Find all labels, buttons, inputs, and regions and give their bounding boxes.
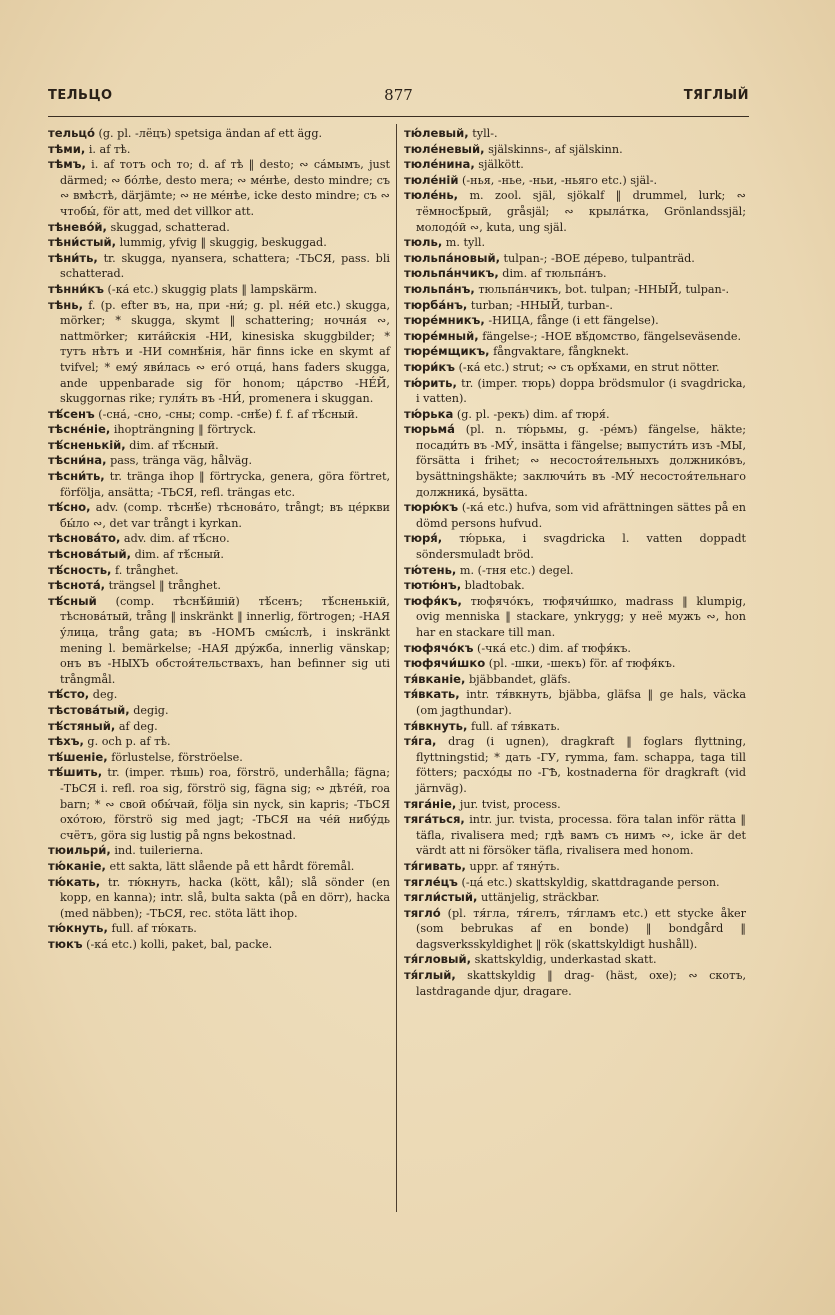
entry-headword: тѣнево́й,	[48, 219, 107, 234]
entry-headword: тюрю́къ	[404, 500, 459, 515]
entry-headword: тягли́стый,	[404, 890, 478, 905]
entry-definition: full. af тя́вкать.	[470, 719, 560, 733]
dictionary-entry	[404, 142, 746, 158]
dictionary-entry	[48, 921, 390, 937]
entry-definition: skattskyldig, underkastad skatt.	[474, 953, 657, 967]
dictionary-entry	[404, 656, 746, 672]
dictionary-entry	[404, 407, 746, 423]
page-number: 877	[384, 86, 413, 104]
dictionary-entry	[48, 875, 390, 922]
dictionary-entry	[404, 266, 746, 282]
entry-definition: bladtobak.	[464, 579, 525, 593]
entry-definition: fångvaktare, fångknekt.	[493, 345, 629, 359]
right-column	[404, 126, 746, 999]
dictionary-entry	[404, 797, 746, 813]
entry-definition: uttänjelig, sträckbar.	[481, 891, 600, 905]
entry-headword: тю́рить,	[404, 375, 457, 390]
entry-headword: тя́гловый,	[404, 952, 472, 967]
entry-definition: (-чка́ etc.) dim. af тюфя́къ.	[477, 641, 631, 655]
entry-headword: тѣсни́ть,	[48, 469, 105, 484]
dictionary-entry	[404, 890, 746, 906]
dictionary-entry	[48, 438, 390, 454]
dictionary-entry	[404, 734, 746, 796]
dictionary-entry	[404, 563, 746, 579]
dictionary-entry	[48, 703, 390, 719]
entry-definition: тю́рька, i svagdricka l. vatten doppadt söndersmuladt bröd.	[416, 532, 746, 562]
dictionary-entry	[404, 376, 746, 407]
entry-definition: тюфячо́къ, тюфячи́шко, madrass ‖ klumpig, ovig menniska ‖ stackare, ynkrygg; у неё мужъ ∾, hon har en stackare till man.	[416, 594, 746, 639]
entry-headword: тѣснова́тый,	[48, 547, 131, 562]
dictionary-entry	[48, 547, 390, 563]
dictionary-entry	[48, 469, 390, 500]
dictionary-entry	[48, 563, 390, 579]
entry-definition: fängelse-; -НОЕ вѣ́домство, fängelseväsende.	[482, 329, 742, 343]
entry-headword: тюльпа́нъ,	[404, 281, 475, 296]
entry-definition: skattskyldig ‖ drag- (häst, oxe); ∾ скотъ, lastdragande djur, dragare.	[416, 969, 746, 998]
entry-definition: tulpan-; -ВОЕ де́рево, tulpanträd.	[503, 251, 695, 265]
entry-definition: tr. (imper. тѣшь) roa, förströ, underhålla; fägna; -ТЬСЯ i. refl. roa sig, förströ sig, fägna sig; ∾ дѣте́й, roa barn; * ∾ свой обы́чай, följa sin nyck, sin kapris; -ТЬСЯ охо́тою, förströ sig med jagt; -ТЬСЯ на че́й нибу́дь счётъ, göra sig lustig på ngns bekostnad.	[60, 766, 390, 842]
entry-headword: тюле́нь,	[404, 188, 459, 203]
entry-headword: тѣсни́на,	[48, 453, 107, 468]
entry-headword: тюильри́,	[48, 843, 111, 858]
dictionary-entry	[48, 157, 390, 219]
dictionary-entry	[48, 578, 390, 594]
entry-headword: тельцо́	[48, 126, 95, 140]
dictionary-entry	[404, 251, 746, 267]
entry-definition: (-ка́ etc.) strut; ∾ съ орѣ́хами, en strut nötter.	[458, 360, 720, 374]
dictionary-entry	[48, 422, 390, 438]
entry-headword: тюль,	[404, 235, 443, 250]
entry-headword: тя́гивать,	[404, 858, 466, 873]
dictionary-entry	[404, 235, 746, 251]
entry-headword: тѣстова́тый,	[48, 702, 130, 717]
entry-definition: deg.	[92, 688, 118, 702]
dictionary-entry	[48, 765, 390, 843]
entry-headword: тюфя́къ,	[404, 593, 462, 608]
entry-headword: тѣ́сенъ	[48, 406, 95, 421]
entry-definition: i. af тотъ och то; d. af тѣ ‖ desto; ∾ са́мымъ, just därmed; ∾ бо́лѣе, desto mera; ∾ ме́нѣе, desto mindre; съ ∾ вмѣстѣ, därjämte; ∾ не ме́нѣе, icke desto mindre; съ ∾ чтобы́, för att, med det villkor att.	[60, 158, 390, 218]
dictionary-entry	[404, 906, 746, 953]
dictionary-entry	[404, 578, 746, 594]
entry-headword: тяга́ться,	[404, 812, 465, 827]
entry-headword: тюфячо́къ	[404, 640, 474, 655]
entry-headword: тѣ́сненькій,	[48, 437, 126, 452]
dictionary-entry	[404, 500, 746, 531]
entry-headword: тѣни́стый,	[48, 235, 116, 250]
dictionary-entry	[404, 968, 746, 999]
entry-definition: tr. тю́кнуть, hacka (kött, kål); slå sönder (en kopp, en kanna); intr. slå, bulta sakta (på en dörr), hacka (med näbben); -ТЬСЯ, rec. stöta lätt ihop.	[60, 875, 390, 920]
dictionary-entry	[48, 126, 390, 142]
dictionary-entry	[48, 687, 390, 703]
entry-definition: (comp. тѣснѣ́йшій) тѣ́сенъ; тѣ́сненькій, тѣснова́тый, trång ‖ inskränkt ‖ innerlig, förtrogen; -НАЯ у́лица, trång gata; въ -НОМЪ смы́слѣ, i inskränkt mening l. bemärkelse; -НАЯ дру́жба, innerlig vänskap; онъ въ -НЫХЪ обстоя́тельствахъ, han befinner sig uti trångmål.	[60, 594, 390, 686]
dictionary-entry	[48, 282, 390, 298]
dictionary-entry	[48, 251, 390, 282]
entry-definition: själskinns-, af själskinn.	[488, 142, 623, 156]
entry-definition: jur. tvist, process.	[459, 797, 561, 811]
entry-headword: тѣ́шеніе,	[48, 749, 108, 764]
entry-definition: tr. tränga ihop ‖ förtrycka, genera, göra förtret, förfölja, ansätta; -ТЬСЯ, refl. trängas etc.	[60, 470, 390, 499]
entry-headword: тюрба́нъ,	[404, 297, 468, 312]
entry-definition: pass, tränga väg, hålväg.	[110, 454, 253, 468]
entry-definition: (g. pl. -рекъ) dim. af тюря́.	[456, 407, 610, 421]
entry-headword: тягле́цъ	[404, 874, 458, 889]
dictionary-entry	[48, 407, 390, 423]
entry-definition: uppr. af тяну́ть.	[469, 859, 560, 873]
entry-headword: тя́вкать,	[404, 687, 460, 702]
dictionary-entry	[404, 329, 746, 345]
entry-headword: тѣ́шить,	[48, 765, 103, 780]
entry-definition: intr. jur. tvista, processa. föra talan inför rätta ‖ täfla, rivalisera med; гдѣ вамъ съ нимъ ∾, icke är det värdt att ni försöker täfla, rivalisera med honom.	[416, 813, 746, 858]
dictionary-entry	[404, 126, 746, 142]
entry-definition: тюльпа́нчикъ, bot. tulpan; -ННЫЙ, tulpan-.	[478, 282, 730, 296]
entry-definition: adv. (comp. тѣснѣ́е) тѣснова́то, trångt; въ це́ркви бы́ло ∾, det var trångt i kyrkan.	[60, 501, 390, 530]
entry-definition: -НИЦА, fånge (i ett fängelse).	[488, 314, 659, 328]
dictionary-entry	[404, 422, 746, 500]
entry-headword: тѣ́стяный,	[48, 718, 116, 733]
entry-definition: (g. pl. -лёцъ) spetsiga ändan af ett ägg.	[98, 127, 323, 140]
entry-definition: (-нья, -нье, -ньи, -ньяго etc.) själ-.	[462, 173, 658, 187]
entry-definition: af deg.	[118, 719, 158, 733]
dictionary-entry	[404, 344, 746, 360]
entry-definition: bjäbbandet, gläfs.	[469, 672, 571, 686]
entry-headword: тюре́мникъ,	[404, 313, 485, 328]
entry-headword: тѣснота́,	[48, 578, 106, 593]
entry-headword: тюри́къ	[404, 359, 455, 374]
entry-definition: (pl. тя́гла, тя́гелъ, тя́гламъ etc.) ett stycke åker (som bebrukas af en bonde) ‖ bondgård ‖ dagsverksskyldighet ‖ rök (skattskyldigt hushåll).	[416, 906, 746, 951]
entry-headword: тѣ́сность,	[48, 562, 112, 577]
dictionary-entry	[48, 220, 390, 236]
column-divider	[396, 124, 397, 1212]
entry-headword: тѣ́сный	[48, 593, 97, 608]
entry-headword: тю́тень,	[404, 562, 457, 577]
entry-definition: full. af тю́кать.	[111, 922, 197, 936]
dictionary-entry	[48, 594, 390, 688]
dictionary-entry	[404, 672, 746, 688]
entry-definition: lummig, yfvig ‖ skuggig, beskuggad.	[119, 236, 327, 250]
dictionary-entry	[48, 843, 390, 859]
entry-definition: tr. (imper. тюрь) doppa brödsmulor (i svagdricka, i vatten).	[416, 376, 746, 406]
header-rule	[48, 116, 749, 117]
entry-headword: тюрьма́	[404, 422, 455, 437]
dictionary-entry	[404, 875, 746, 891]
dictionary-entry	[48, 142, 390, 158]
dictionary-entry	[404, 812, 746, 859]
entry-headword: тѣсне́ніе,	[48, 422, 111, 437]
entry-headword: тю́левый,	[404, 126, 469, 140]
entry-definition: drag (i ugnen), dragkraft ‖ foglars flyttning, flyttningstid; * дать -ГУ, rymma, fam. schappa, taga till fötters; расхо́ды по -ГѢ, kostnaderna för dragkraft (vid järnväg).	[416, 735, 746, 795]
entry-headword: тю́кнуть,	[48, 921, 108, 936]
dictionary-entry	[404, 952, 746, 968]
dictionary-entry	[48, 453, 390, 469]
entry-definition: dim. af тѣ́сный.	[129, 438, 219, 452]
entry-headword: тюфячи́шко	[404, 656, 486, 671]
entry-definition: (pl. n. тю́рьмы, g. -ре́мъ) fängelse, häkte; посади́ть въ -МУ́, insätta i fängelse; выпусти́ть изъ -МЫ, försätta i frihet; ∾ несостоя́тельныхъ должнико́въ, bysättningshäkte; заключи́ть въ -МУ́ несостоя́тельнаго должника́, bysätta.	[416, 423, 746, 499]
entry-definition: m. zool. själ, sjökalf ‖ drummel, lurk; ∾ тёмносѣ́рый, gråsjäl; ∾ крыла́тка, Grönlandssjäl; молодо́й ∾, kuta, ung själ.	[416, 189, 746, 234]
dictionary-entry	[48, 750, 390, 766]
dictionary-entry	[404, 282, 746, 298]
page-header	[48, 88, 749, 110]
right-guide-word: ТЯГЛЫЙ	[683, 88, 749, 103]
left-column	[48, 126, 390, 952]
entry-definition: degig.	[133, 703, 169, 717]
entry-headword: тюльпа́новый,	[404, 250, 500, 265]
dictionary-entry	[404, 360, 746, 376]
entry-definition: dim. af тѣ́сный.	[134, 548, 224, 562]
entry-headword: тютю́нъ,	[404, 578, 462, 593]
entry-definition: själkött.	[478, 158, 524, 172]
entry-headword: тяга́ніе,	[404, 796, 457, 811]
dictionary-entry	[404, 641, 746, 657]
entry-headword: тюле́нина,	[404, 157, 475, 172]
dictionary-entry	[404, 298, 746, 314]
entry-definition: förlustelse, förströelse.	[111, 750, 243, 764]
dictionary-entry	[48, 531, 390, 547]
entry-definition: ett sakta, lätt slående på ett hårdt föremål.	[109, 859, 355, 873]
entry-definition: tyll-.	[472, 127, 498, 140]
entry-definition: (-ка́ etc.) hufva, som vid afrättningen sättes på en dömd persons hufvud.	[416, 501, 746, 530]
entry-definition: (pl. -шки, -шекъ) för. af тюфя́къ.	[488, 657, 676, 671]
entry-headword: тя́вканіе,	[404, 671, 466, 686]
entry-headword: тюре́мный,	[404, 328, 479, 343]
entry-headword: тѣ́сто,	[48, 687, 90, 702]
entry-headword: тя́га,	[404, 734, 437, 749]
dictionary-entry	[48, 734, 390, 750]
left-guide-word: ТЕЛЬЦО	[48, 88, 113, 103]
entry-headword: тюле́ній	[404, 172, 459, 187]
entry-headword: тѣни́ть,	[48, 250, 98, 265]
entry-definition: f. trånghet.	[115, 563, 179, 577]
entry-definition: i. af тѣ.	[88, 142, 131, 156]
dictionary-entry	[48, 235, 390, 251]
entry-headword: тягло́	[404, 905, 441, 920]
entry-definition: g. och p. af тѣ.	[87, 735, 171, 749]
entry-definition: tr. skugga, nyansera, schattera; -ТЬСЯ, pass. bli schatterad.	[60, 251, 390, 281]
entry-headword: тѣхъ,	[48, 734, 84, 749]
dictionary-entry	[404, 531, 746, 562]
dictionary-entry	[48, 298, 390, 407]
entry-headword: тѣ́сно,	[48, 500, 91, 515]
entry-headword: тя́глый,	[404, 968, 456, 983]
entry-definition: m. (-тня etc.) degel.	[459, 563, 574, 577]
entry-definition: (-сна́, -сно, -сны; comp. -снѣ́е) f. f. af тѣ́сный.	[98, 407, 359, 421]
entry-definition: trängsel ‖ trånghet.	[108, 579, 221, 593]
entry-headword: тюле́невый,	[404, 141, 485, 156]
dictionary-entry	[404, 719, 746, 735]
entry-definition: dim. af тюльпа́нъ.	[502, 267, 607, 281]
dictionary-entry	[404, 157, 746, 173]
entry-headword: тѣми,	[48, 141, 86, 156]
entry-definition: (-цá etc.) skattskyldig, skattdragande person.	[461, 875, 720, 889]
entry-headword: тѣснова́то,	[48, 531, 121, 546]
entry-definition: adv. dim. af тѣ́сно.	[123, 532, 230, 546]
entry-headword: тю́каніе,	[48, 858, 106, 873]
entry-headword: тя́вкнуть,	[404, 718, 468, 733]
entry-definition: intr. тя́вкнуть, bjäbba, gläfsa ‖ ge hals, väcka (om jagthundar).	[416, 688, 746, 717]
entry-definition: ihopträngning ‖ förtryck.	[113, 423, 257, 437]
entry-headword: тѣнни́къ	[48, 281, 104, 296]
entry-definition: f. (p. efter въ, на, при -ни́; g. pl. не́й etc.) skugga, mörker; * skugga, skymt ‖ schattering; ночна́я ∾, nattmörker; кита́йскія -НИ, kinesiska skuggbilder; * тутъ нѣтъ и -НИ сомнѣ́нія, här finns icke en skymt af tvifvel; * ему́ яви́лась ∾ его́ отца́, hans faders skugga, ande uppenbarade sig för honom; ца́рство -НЕ́Й, skuggornas rike; гуля́ть въ -НИ́, promenera i skuggan.	[60, 298, 391, 406]
dictionary-entry	[48, 500, 390, 531]
entry-definition: m. tyll.	[445, 236, 486, 250]
entry-definition: (-ка́ etc.) skuggig plats ‖ lampskärm.	[107, 282, 318, 296]
entry-definition: ind. tuilerierna.	[114, 844, 204, 858]
dictionary-entry	[404, 859, 746, 875]
dictionary-entry	[48, 719, 390, 735]
dictionary-entry	[404, 687, 746, 718]
dictionary-entry	[404, 188, 746, 235]
entry-definition: skuggad, schatterad.	[110, 220, 230, 234]
entry-headword: тю́рька	[404, 406, 454, 421]
entry-headword: тюкъ	[48, 936, 83, 951]
entry-headword: тю́кать,	[48, 874, 101, 889]
dictionary-entry	[404, 173, 746, 189]
dictionary-entry	[404, 594, 746, 641]
entry-headword: тюре́мщикъ,	[404, 344, 490, 359]
dictionary-entry	[48, 937, 390, 953]
entry-headword: тѣнь,	[48, 297, 83, 312]
entry-headword: тѣмъ,	[48, 157, 86, 172]
entry-definition: turban; -ННЫЙ, turban-.	[470, 298, 613, 312]
entry-headword: тюря́,	[404, 531, 443, 546]
dictionary-entry	[48, 859, 390, 875]
entry-definition: (-ка́ etc.) kolli, paket, bal, packe.	[86, 937, 273, 951]
dictionary-entry	[404, 313, 746, 329]
entry-headword: тюльпа́нчикъ,	[404, 266, 499, 281]
